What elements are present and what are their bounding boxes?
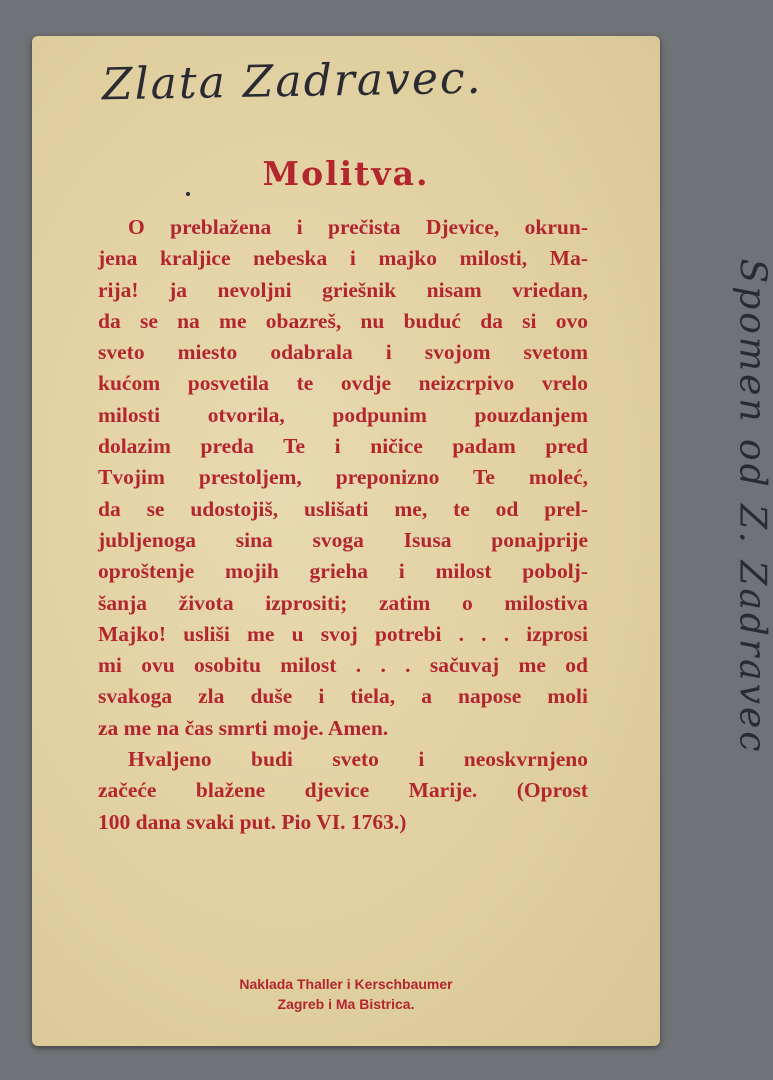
prayer-line: O preblažena i prečista Djevice, okrun-	[128, 215, 588, 239]
publisher-imprint	[32, 974, 660, 1014]
prayer-line: kućom posvetila te ovdje neizcrpivo vrelo	[98, 371, 588, 396]
prayer-line: za me na čas smrti moje. Amen.	[98, 715, 389, 740]
prayer-line: da se udostojiš, uslišati me, te od prel-	[98, 496, 588, 521]
prayer-line: milosti otvorila, podpunim pouzdanjem	[98, 402, 588, 427]
publisher-line: Naklada Thaller i Kerschbaumer	[239, 976, 453, 992]
publisher-place: Zagreb i Ma Bistrica.	[277, 996, 415, 1012]
prayer-line: mi ovu osobitu milost . . . sačuvaj me od	[98, 653, 588, 678]
closing-line: začeće blažene djevice Marije. (Oprost	[98, 778, 588, 803]
prayer-line: sveto miesto odabrala i svojom svetom	[98, 340, 588, 365]
closing-line: 100 dana svaki put. Pio VI. 1763.)	[98, 809, 407, 834]
prayer-line: da se na me obazreš, nu buduć da si ovo	[98, 308, 588, 333]
prayer-title: Molitva.	[262, 154, 430, 193]
prayer-line: Tvojim prestoljem, preponizno Te moleć,	[98, 465, 588, 490]
prayer-line: šanja života izprositi; zatim o milostiva	[98, 590, 588, 615]
handwritten-side-note: Spomen od Z. Zadravec	[731, 258, 773, 755]
prayer-line: jena kraljice nebeska i majko milosti, Ma-	[98, 246, 588, 271]
prayer-line: dolazim preda Te i ničice padam pred	[98, 434, 588, 459]
closing-line: Hvaljeno budi sveto i neoskvrnjeno	[128, 747, 588, 772]
prayer-body	[98, 212, 588, 838]
prayer-line: rija! ja nevoljni griešnik nisam vriedan,	[98, 277, 588, 302]
prayer-card	[32, 36, 773, 1046]
prayer-line: oproštenje mojih grieha i milost pobolj-	[98, 559, 588, 584]
prayer-line: jubljenoga sina svoga Isusa ponajprije	[98, 527, 588, 552]
prayer-line: svakoga zla duše i tiela, a napose moli	[98, 684, 588, 709]
prayer-line: Majko! usliši me u svoj potrebi . . . izprosi	[98, 621, 588, 646]
handwritten-name: Zlata Zadravec.	[101, 52, 483, 111]
